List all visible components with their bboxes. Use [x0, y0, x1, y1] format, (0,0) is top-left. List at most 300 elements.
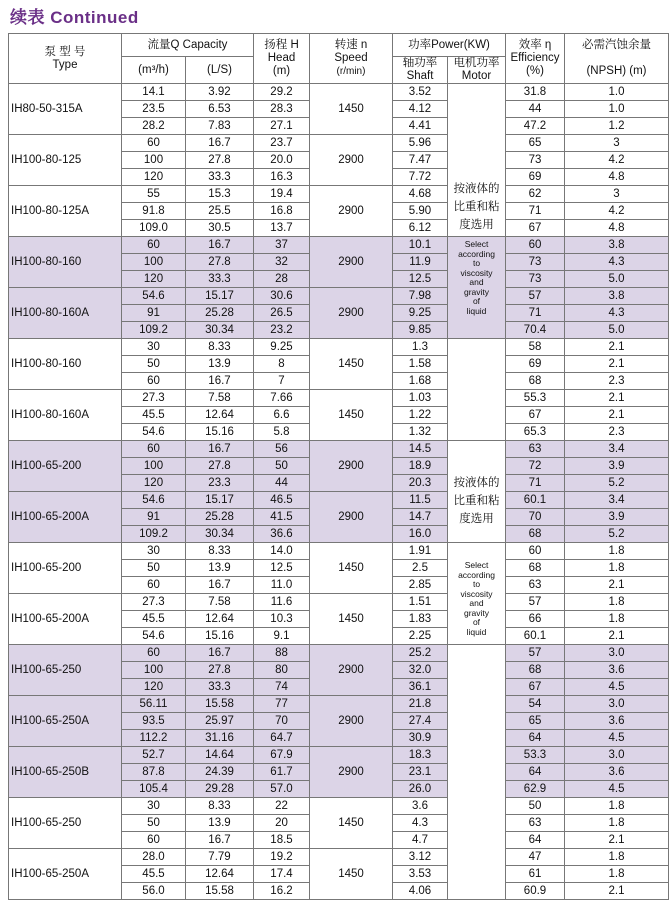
head-value: 13.7	[254, 220, 310, 237]
capacity-ls: 13.9	[186, 356, 254, 373]
efficiency-value: 57	[506, 594, 565, 611]
npsh-value: 5.2	[565, 526, 669, 543]
pump-type: IH100-80-160	[9, 237, 122, 288]
capacity-m3h: 54.6	[122, 628, 186, 645]
motor-power-note	[448, 339, 506, 441]
pump-type: IH100-65-250	[9, 798, 122, 849]
shaft-power: 1.68	[393, 373, 448, 390]
efficiency-value: 62	[506, 186, 565, 203]
capacity-m3h: 120	[122, 475, 186, 492]
efficiency-value: 54	[506, 696, 565, 713]
npsh-value: 5.2	[565, 475, 669, 492]
efficiency-value: 67	[506, 220, 565, 237]
capacity-m3h: 28.2	[122, 118, 186, 135]
capacity-m3h: 109.0	[122, 220, 186, 237]
head-value: 41.5	[254, 509, 310, 526]
table-row	[9, 849, 669, 866]
head-value: 32	[254, 254, 310, 271]
header-speed	[310, 34, 393, 84]
header-npsh	[565, 34, 669, 84]
efficiency-value: 63	[506, 441, 565, 458]
efficiency-value: 71	[506, 305, 565, 322]
capacity-ls: 30.34	[186, 526, 254, 543]
shaft-power: 7.72	[393, 169, 448, 186]
shaft-power: 4.3	[393, 815, 448, 832]
efficiency-value: 50	[506, 798, 565, 815]
speed-value: 2900	[310, 696, 393, 747]
shaft-power: 3.53	[393, 866, 448, 883]
efficiency-value: 47.2	[506, 118, 565, 135]
shaft-power: 5.90	[393, 203, 448, 220]
capacity-m3h: 60	[122, 373, 186, 390]
note-en-line: viscosity	[460, 267, 493, 278]
pump-type: IH100-65-200	[9, 441, 122, 492]
capacity-m3h: 100	[122, 254, 186, 271]
head-value: 64.7	[254, 730, 310, 747]
capacity-m3h: 93.5	[122, 713, 186, 730]
capacity-ls: 7.79	[186, 849, 254, 866]
header-npsh-zh: 必需汽蚀余量	[582, 39, 651, 51]
header-capacity: 流量Q Capacity	[122, 34, 254, 57]
speed-value: 1450	[310, 849, 393, 900]
shaft-power: 1.91	[393, 543, 448, 560]
capacity-ls: 15.3	[186, 186, 254, 203]
shaft-power: 1.83	[393, 611, 448, 628]
capacity-m3h: 14.1	[122, 84, 186, 101]
header-head	[254, 34, 310, 84]
table-row	[9, 543, 669, 560]
capacity-m3h: 100	[122, 662, 186, 679]
table-row	[9, 84, 669, 101]
head-value: 57.0	[254, 781, 310, 798]
efficiency-value: 66	[506, 611, 565, 628]
header-shaft	[393, 57, 448, 84]
npsh-value: 2.1	[565, 832, 669, 849]
capacity-m3h: 45.5	[122, 407, 186, 424]
head-value: 56	[254, 441, 310, 458]
capacity-ls: 13.9	[186, 815, 254, 832]
capacity-ls: 33.3	[186, 271, 254, 288]
npsh-value: 1.8	[565, 815, 669, 832]
npsh-value: 5.0	[565, 271, 669, 288]
capacity-m3h: 30	[122, 543, 186, 560]
capacity-ls: 25.5	[186, 203, 254, 220]
head-value: 23.2	[254, 322, 310, 339]
efficiency-value: 60	[506, 237, 565, 254]
capacity-m3h: 30	[122, 798, 186, 815]
head-value: 30.6	[254, 288, 310, 305]
capacity-m3h: 91	[122, 509, 186, 526]
shaft-power: 1.58	[393, 356, 448, 373]
capacity-m3h: 50	[122, 560, 186, 577]
npsh-value: 1.8	[565, 849, 669, 866]
capacity-ls: 14.64	[186, 747, 254, 764]
head-value: 18.5	[254, 832, 310, 849]
shaft-power: 4.41	[393, 118, 448, 135]
note-en-line: gravity	[463, 607, 490, 618]
head-value: 7.66	[254, 390, 310, 407]
note-en-line: Select	[464, 560, 489, 570]
capacity-ls: 16.7	[186, 645, 254, 662]
efficiency-value: 58	[506, 339, 565, 356]
capacity-m3h: 60	[122, 577, 186, 594]
note-zh-line: 比重和粘	[453, 495, 500, 507]
capacity-ls: 7.58	[186, 594, 254, 611]
capacity-ls: 27.8	[186, 152, 254, 169]
note-zh-line: 按液体的	[453, 183, 500, 195]
capacity-m3h: 105.4	[122, 781, 186, 798]
table-row	[9, 288, 669, 305]
table-row	[9, 645, 669, 662]
capacity-m3h: 91	[122, 305, 186, 322]
efficiency-value: 73	[506, 271, 565, 288]
speed-value: 2900	[310, 237, 393, 288]
efficiency-value: 64	[506, 832, 565, 849]
capacity-ls: 15.17	[186, 492, 254, 509]
shaft-power: 21.8	[393, 696, 448, 713]
head-value: 29.2	[254, 84, 310, 101]
capacity-ls: 12.64	[186, 611, 254, 628]
shaft-power: 26.0	[393, 781, 448, 798]
capacity-m3h: 100	[122, 152, 186, 169]
shaft-power: 7.47	[393, 152, 448, 169]
note-en-line: to	[472, 258, 481, 268]
header-motor-en: Motor	[461, 70, 492, 82]
head-value: 27.1	[254, 118, 310, 135]
table-row	[9, 135, 669, 152]
npsh-value: 4.3	[565, 254, 669, 271]
head-value: 28.3	[254, 101, 310, 118]
capacity-ls: 27.8	[186, 254, 254, 271]
header-speed-en: Speed	[334, 52, 368, 64]
capacity-ls: 8.33	[186, 543, 254, 560]
motor-power-note	[448, 237, 506, 339]
pump-type: IH100-80-160A	[9, 390, 122, 441]
pump-performance-table	[8, 33, 669, 900]
capacity-ls: 12.64	[186, 407, 254, 424]
efficiency-value: 64	[506, 764, 565, 781]
capacity-m3h: 60	[122, 832, 186, 849]
shaft-power: 4.12	[393, 101, 448, 118]
capacity-ls: 15.16	[186, 628, 254, 645]
page-title: 续表 Continued	[10, 8, 139, 27]
head-value: 16.3	[254, 169, 310, 186]
speed-value: 2900	[310, 135, 393, 186]
shaft-power: 2.85	[393, 577, 448, 594]
head-value: 80	[254, 662, 310, 679]
capacity-m3h: 60	[122, 441, 186, 458]
header-efficiency	[506, 34, 565, 84]
shaft-power: 4.7	[393, 832, 448, 849]
head-value: 36.6	[254, 526, 310, 543]
shaft-power: 18.3	[393, 747, 448, 764]
head-value: 46.5	[254, 492, 310, 509]
header-shaft-zh: 轴功率	[402, 57, 438, 69]
efficiency-value: 70	[506, 509, 565, 526]
speed-value: 1450	[310, 339, 393, 390]
speed-value: 2900	[310, 747, 393, 798]
capacity-m3h: 60	[122, 237, 186, 254]
head-value: 16.2	[254, 883, 310, 900]
shaft-power: 1.32	[393, 424, 448, 441]
efficiency-value: 65.3	[506, 424, 565, 441]
pump-type: IH80-50-315A	[9, 84, 122, 135]
capacity-m3h: 30	[122, 339, 186, 356]
efficiency-value: 65	[506, 713, 565, 730]
speed-value: 2900	[310, 492, 393, 543]
header-head-en: Head	[267, 52, 296, 64]
capacity-ls: 15.16	[186, 424, 254, 441]
capacity-m3h: 91.8	[122, 203, 186, 220]
speed-value: 2900	[310, 645, 393, 696]
capacity-ls: 31.16	[186, 730, 254, 747]
note-zh-line: 度选用	[459, 219, 494, 231]
npsh-value: 3	[565, 135, 669, 152]
head-value: 74	[254, 679, 310, 696]
note-en-line: liquid	[466, 305, 487, 316]
table-row	[9, 441, 669, 458]
capacity-m3h: 50	[122, 815, 186, 832]
npsh-value: 3.0	[565, 696, 669, 713]
capacity-m3h: 60	[122, 645, 186, 662]
speed-value: 1450	[310, 798, 393, 849]
head-value: 50	[254, 458, 310, 475]
speed-value: 2900	[310, 441, 393, 492]
head-value: 8	[254, 356, 310, 373]
npsh-value: 3.0	[565, 645, 669, 662]
shaft-power: 4.68	[393, 186, 448, 203]
shaft-power: 5.96	[393, 135, 448, 152]
pump-type: IH100-65-200	[9, 543, 122, 594]
shaft-power: 3.52	[393, 84, 448, 101]
efficiency-value: 60.9	[506, 883, 565, 900]
npsh-value: 2.1	[565, 577, 669, 594]
shaft-power: 9.85	[393, 322, 448, 339]
npsh-value: 1.8	[565, 560, 669, 577]
header-efficiency-unit: (%)	[526, 65, 544, 77]
shaft-power: 14.7	[393, 509, 448, 526]
capacity-ls: 25.28	[186, 509, 254, 526]
efficiency-value: 69	[506, 169, 565, 186]
table-body	[9, 84, 669, 900]
note-zh-line: 度选用	[459, 513, 494, 525]
pump-type: IH100-80-160	[9, 339, 122, 390]
capacity-m3h: 45.5	[122, 611, 186, 628]
npsh-value: 1.8	[565, 611, 669, 628]
efficiency-value: 72	[506, 458, 565, 475]
table-row	[9, 747, 669, 764]
efficiency-value: 44	[506, 101, 565, 118]
capacity-ls: 16.7	[186, 832, 254, 849]
npsh-value: 2.3	[565, 424, 669, 441]
table-row	[9, 339, 669, 356]
npsh-value: 5.0	[565, 322, 669, 339]
header-cap-ls: (L/S)	[186, 57, 254, 84]
npsh-value: 2.1	[565, 356, 669, 373]
npsh-value: 2.3	[565, 373, 669, 390]
capacity-ls: 24.39	[186, 764, 254, 781]
shaft-power: 2.5	[393, 560, 448, 577]
capacity-ls: 15.58	[186, 883, 254, 900]
npsh-value: 3.4	[565, 441, 669, 458]
note-en-line: of	[472, 617, 481, 627]
capacity-m3h: 27.3	[122, 390, 186, 407]
npsh-value: 3.6	[565, 662, 669, 679]
header-motor-zh: 电机功率	[453, 57, 500, 69]
capacity-ls: 15.17	[186, 288, 254, 305]
npsh-value: 1.2	[565, 118, 669, 135]
efficiency-value: 67	[506, 679, 565, 696]
npsh-value: 1.8	[565, 866, 669, 883]
pump-type: IH100-80-125A	[9, 186, 122, 237]
capacity-m3h: 109.2	[122, 322, 186, 339]
shaft-power: 16.0	[393, 526, 448, 543]
npsh-value: 3.8	[565, 288, 669, 305]
motor-power-note	[448, 84, 506, 237]
efficiency-value: 71	[506, 475, 565, 492]
efficiency-value: 68	[506, 560, 565, 577]
head-value: 22	[254, 798, 310, 815]
capacity-m3h: 120	[122, 271, 186, 288]
efficiency-value: 57	[506, 645, 565, 662]
note-en-line: liquid	[466, 626, 487, 637]
npsh-value: 2.1	[565, 390, 669, 407]
npsh-value: 1.0	[565, 101, 669, 118]
capacity-ls: 16.7	[186, 237, 254, 254]
head-value: 77	[254, 696, 310, 713]
shaft-power: 11.5	[393, 492, 448, 509]
efficiency-value: 70.4	[506, 322, 565, 339]
header-cap-m3h: (m³/h)	[122, 57, 186, 84]
pump-type: IH100-65-200A	[9, 492, 122, 543]
head-value: 16.8	[254, 203, 310, 220]
shaft-power: 6.12	[393, 220, 448, 237]
shaft-power: 1.03	[393, 390, 448, 407]
header-npsh-unit: (NPSH) (m)	[586, 65, 647, 77]
capacity-ls: 7.58	[186, 390, 254, 407]
shaft-power: 7.98	[393, 288, 448, 305]
speed-value: 1450	[310, 543, 393, 594]
head-value: 7	[254, 373, 310, 390]
npsh-value: 3.9	[565, 509, 669, 526]
capacity-m3h: 87.8	[122, 764, 186, 781]
note-en-line: gravity	[463, 286, 490, 297]
capacity-m3h: 54.6	[122, 424, 186, 441]
header-type-en: Type	[52, 58, 78, 71]
efficiency-value: 68	[506, 373, 565, 390]
capacity-ls: 13.9	[186, 560, 254, 577]
shaft-power: 25.2	[393, 645, 448, 662]
table-row	[9, 696, 669, 713]
note-en-line: according	[458, 248, 495, 259]
header-efficiency-zh: 效率 η	[518, 39, 552, 51]
motor-power-note	[448, 543, 506, 645]
npsh-value: 2.1	[565, 407, 669, 424]
capacity-ls: 23.3	[186, 475, 254, 492]
speed-value: 2900	[310, 288, 393, 339]
head-value: 20	[254, 815, 310, 832]
shaft-power: 11.9	[393, 254, 448, 271]
capacity-m3h: 56.11	[122, 696, 186, 713]
capacity-ls: 8.33	[186, 339, 254, 356]
note-en-line: viscosity	[460, 588, 493, 599]
efficiency-value: 68	[506, 662, 565, 679]
efficiency-value: 31.8	[506, 84, 565, 101]
capacity-ls: 33.3	[186, 169, 254, 186]
npsh-value: 3	[565, 186, 669, 203]
efficiency-value: 60.1	[506, 628, 565, 645]
capacity-m3h: 120	[122, 169, 186, 186]
head-value: 37	[254, 237, 310, 254]
capacity-m3h: 45.5	[122, 866, 186, 883]
head-value: 14.0	[254, 543, 310, 560]
table-row	[9, 237, 669, 254]
header-head-unit: (m)	[272, 65, 291, 77]
capacity-ls: 33.3	[186, 679, 254, 696]
npsh-value: 4.5	[565, 781, 669, 798]
npsh-value: 3.0	[565, 747, 669, 764]
capacity-m3h: 56.0	[122, 883, 186, 900]
efficiency-value: 71	[506, 203, 565, 220]
note-en-line: Select	[464, 239, 489, 249]
head-value: 6.6	[254, 407, 310, 424]
shaft-power: 12.5	[393, 271, 448, 288]
efficiency-value: 61	[506, 866, 565, 883]
head-value: 26.5	[254, 305, 310, 322]
npsh-value: 3.6	[565, 764, 669, 781]
capacity-m3h: 120	[122, 679, 186, 696]
pump-type: IH100-65-250A	[9, 696, 122, 747]
npsh-value: 4.2	[565, 152, 669, 169]
efficiency-value: 60.1	[506, 492, 565, 509]
efficiency-value: 53.3	[506, 747, 565, 764]
shaft-power: 23.1	[393, 764, 448, 781]
header-speed-zh: 转速 n	[334, 39, 368, 51]
efficiency-value: 67	[506, 407, 565, 424]
npsh-value: 1.8	[565, 798, 669, 815]
capacity-ls: 8.33	[186, 798, 254, 815]
header-motor	[448, 57, 506, 84]
capacity-ls: 16.7	[186, 577, 254, 594]
capacity-m3h: 28.0	[122, 849, 186, 866]
capacity-ls: 27.8	[186, 458, 254, 475]
npsh-value: 3.4	[565, 492, 669, 509]
efficiency-value: 73	[506, 152, 565, 169]
shaft-power: 36.1	[393, 679, 448, 696]
speed-value: 2900	[310, 186, 393, 237]
note-zh-line: 按液体的	[453, 477, 500, 489]
capacity-ls: 25.97	[186, 713, 254, 730]
efficiency-value: 63	[506, 815, 565, 832]
npsh-value: 4.2	[565, 203, 669, 220]
capacity-m3h: 50	[122, 356, 186, 373]
capacity-m3h: 100	[122, 458, 186, 475]
npsh-value: 3.9	[565, 458, 669, 475]
note-en-line: according	[458, 569, 495, 580]
capacity-m3h: 109.2	[122, 526, 186, 543]
capacity-ls: 7.83	[186, 118, 254, 135]
pump-type: IH100-65-250A	[9, 849, 122, 900]
shaft-power: 32.0	[393, 662, 448, 679]
head-value: 11.6	[254, 594, 310, 611]
head-value: 9.1	[254, 628, 310, 645]
capacity-ls: 16.7	[186, 135, 254, 152]
note-en-line: of	[472, 296, 481, 306]
speed-value: 1450	[310, 390, 393, 441]
head-value: 12.5	[254, 560, 310, 577]
capacity-ls: 12.64	[186, 866, 254, 883]
npsh-value: 2.1	[565, 339, 669, 356]
